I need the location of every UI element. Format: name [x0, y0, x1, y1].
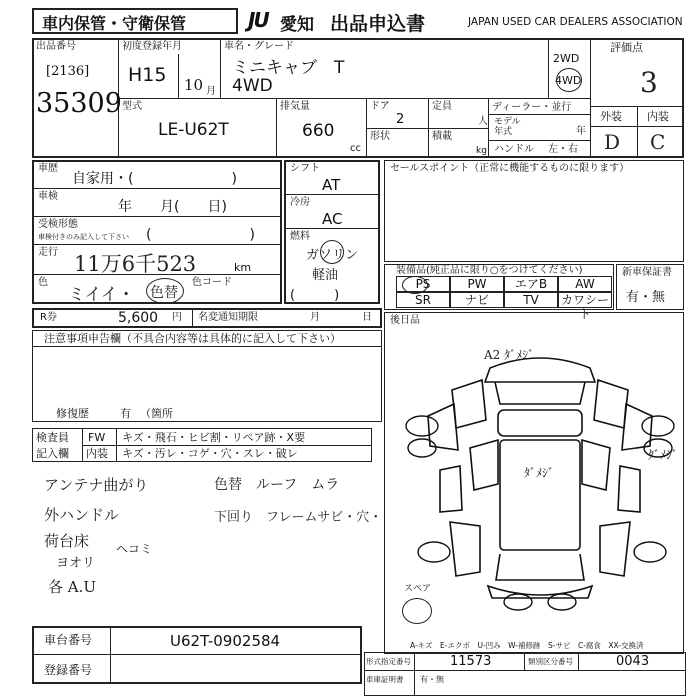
- note-yoori: ヨオリ: [56, 556, 96, 571]
- aircon-label: 冷房: [290, 197, 310, 208]
- warranty-value: 有・無: [626, 290, 666, 305]
- color-code-label: 色コード: [192, 277, 232, 288]
- note-bed: 荷台床: [44, 532, 90, 550]
- ext-grade: D: [604, 130, 621, 154]
- model-value: LE-U62T: [158, 120, 229, 140]
- rear-items-label: 後日品: [390, 315, 420, 326]
- class-no-label: 類別区分番号: [528, 657, 573, 666]
- history-value: 自家用・( ): [72, 171, 237, 187]
- acceptance-value: ( ): [146, 227, 255, 243]
- note-frame: 下回り フレームサビ・穴・: [214, 510, 383, 525]
- equipment-label: 装備品(純正品に限り○をつけてください): [396, 265, 583, 276]
- color-value: ミイイ・: [68, 285, 135, 305]
- ext-label: 外装: [600, 110, 622, 123]
- note-dent: ヘコミ: [116, 542, 153, 556]
- history-label: 車歴: [38, 163, 58, 174]
- int-grade: C: [650, 130, 666, 154]
- sales-point-label: セールスポイント（正常に機能するものに限ります）: [390, 163, 630, 174]
- note-roof: 色替 ルーフ ムラ: [214, 477, 340, 493]
- drive-4wd: 4WD: [555, 74, 582, 87]
- org-name: 愛知: [280, 15, 314, 35]
- chassis-label: 車台番号: [44, 633, 93, 647]
- interior-head: 内装: [86, 447, 108, 460]
- notice-label: 名変通知期限: [198, 312, 258, 323]
- displacement-value: 660: [302, 121, 335, 141]
- repair-label: 修復歴: [56, 407, 89, 420]
- handle-options: 左・右: [548, 144, 578, 155]
- color-label: 色: [38, 277, 48, 288]
- fuel-diesel: 軽油: [312, 268, 339, 283]
- equipment-item: SR: [396, 292, 450, 308]
- notice-day: 日: [362, 312, 372, 323]
- mileage-unit: km: [234, 261, 252, 274]
- damage-legend: A-キズ E-エクボ U-凹み W-補修跡 S-サビ C-腐食 XX-交換済: [410, 641, 644, 650]
- chassis-number: U62T-0902584: [170, 632, 281, 650]
- displacement-unit: cc: [350, 143, 361, 154]
- spare-tire-circle: [402, 598, 432, 624]
- registration-month-unit: 月: [206, 86, 216, 97]
- inspector-label-2: 記入欄: [36, 447, 69, 460]
- drive-2wd: 2WD: [553, 52, 580, 65]
- aircon-value: AC: [322, 210, 343, 228]
- mileage-label: 走行: [38, 247, 58, 258]
- equipment-item: ナビ: [450, 292, 504, 308]
- registration-label: 初度登録年月: [122, 41, 182, 52]
- recycle-value: 5,600: [118, 310, 159, 326]
- note-each: 各 A.U: [48, 578, 97, 596]
- doors-label: ドア: [370, 101, 390, 112]
- repair-place: （箇所: [140, 407, 173, 420]
- reg-no-label: 登録番号: [44, 663, 93, 677]
- dealer-label: ディーラー・並行: [492, 102, 572, 113]
- shift-label: シフト: [290, 163, 320, 174]
- load-label: 積載: [432, 131, 452, 142]
- model-label: 型式: [122, 101, 142, 112]
- inspection-value: 年 月( 日): [118, 199, 227, 215]
- fw-row: キズ・飛石・ヒビ割・リペア跡・X要: [122, 431, 306, 444]
- doors-value: 2: [396, 112, 405, 127]
- inspection-label: 車検: [38, 191, 58, 202]
- drive-4wd-circle: [556, 68, 582, 92]
- storage-note: 車内保管・守衛保管: [42, 14, 187, 33]
- load-unit: kg: [476, 146, 487, 156]
- ju-logo: JU: [248, 8, 268, 32]
- rating-label: 評価点: [610, 41, 643, 54]
- garage-cert-value: 有・無: [420, 675, 444, 684]
- equipment-item: PW: [450, 276, 504, 292]
- repaint-circle: [146, 278, 184, 304]
- inspector-label-1: 検査員: [36, 431, 69, 444]
- fuel-other: ( ): [290, 288, 340, 303]
- diagram-side-note: ﾀﾞﾒｼﾞ: [524, 466, 555, 480]
- type-no-value: 11573: [450, 654, 492, 669]
- sales-point-block: [384, 160, 684, 262]
- shift-value: AT: [322, 176, 341, 194]
- note-antenna: アンテナ曲がり: [44, 476, 149, 494]
- interior-row: キズ・汚レ・コゲ・穴・スレ・破レ: [122, 447, 298, 460]
- car-name: ミニキャブ T: [232, 58, 345, 78]
- fuel-label: 燃料: [290, 231, 310, 242]
- model-year-unit: 年: [576, 126, 586, 137]
- lot-small-number: [2136]: [46, 64, 90, 79]
- mileage-value: 11万6千523: [74, 252, 197, 276]
- notes-label: 注意事項申告欄（不具合内容等は具体的に記入して下さい）: [44, 332, 341, 345]
- equipment-item: TV: [504, 292, 558, 308]
- recycle-label: R券: [40, 312, 57, 323]
- shape-label: 形状: [370, 131, 390, 142]
- warranty-label: 新車保証書: [622, 267, 672, 278]
- equipment-item: PS: [396, 276, 450, 292]
- note-handle: 外ハンドル: [44, 506, 120, 524]
- color-repaint: 色替: [150, 285, 178, 301]
- recycle-unit: 円: [172, 312, 182, 323]
- form-title: 出品申込書: [330, 13, 426, 35]
- ps-circle: [402, 276, 428, 294]
- repair-value: 有: [120, 407, 131, 420]
- notice-month: 月: [310, 312, 320, 323]
- lot-label: 出品番号: [36, 41, 76, 52]
- fuel-gasoline: ガソリン: [306, 248, 359, 263]
- capacity-label: 定員: [432, 101, 452, 112]
- capacity-unit: 人: [478, 116, 488, 127]
- fw-head: FW: [88, 431, 106, 444]
- gasoline-circle: [320, 240, 344, 264]
- rating-score: 3: [640, 66, 658, 99]
- car-name-label: 車名・グレード: [224, 41, 294, 52]
- diagram-right-note: ﾀﾞﾒｼﾞ: [648, 448, 679, 462]
- equipment-item: エアB: [504, 276, 558, 292]
- lot-number: 35309: [36, 88, 122, 119]
- displacement-label: 排気量: [280, 101, 310, 112]
- equipment-item: カワシート: [558, 292, 612, 308]
- assoc-name: JAPAN USED CAR DEALERS ASSOCIATION: [468, 16, 683, 28]
- class-no-value: 0043: [616, 654, 650, 669]
- equipment-item: AW: [558, 276, 612, 292]
- car-grade: 4WD: [232, 76, 273, 96]
- registration-month: 10: [184, 76, 204, 94]
- model-year-label: モデル年式: [494, 117, 521, 137]
- acceptance-sub: 車検付きのみ記入して下さい: [38, 233, 129, 241]
- garage-cert-label: 車庫証明書: [366, 675, 404, 684]
- diagram-top-note: A2 ﾀﾞﾒｼﾞ: [484, 348, 535, 362]
- type-no-label: 形式指定番号: [366, 657, 411, 666]
- handle-label: ハンドル: [494, 144, 534, 155]
- spare-label: スペア: [404, 584, 432, 594]
- registration-year: H15: [128, 64, 167, 86]
- int-label: 内装: [647, 110, 669, 123]
- acceptance-label: 受検形態: [38, 219, 78, 230]
